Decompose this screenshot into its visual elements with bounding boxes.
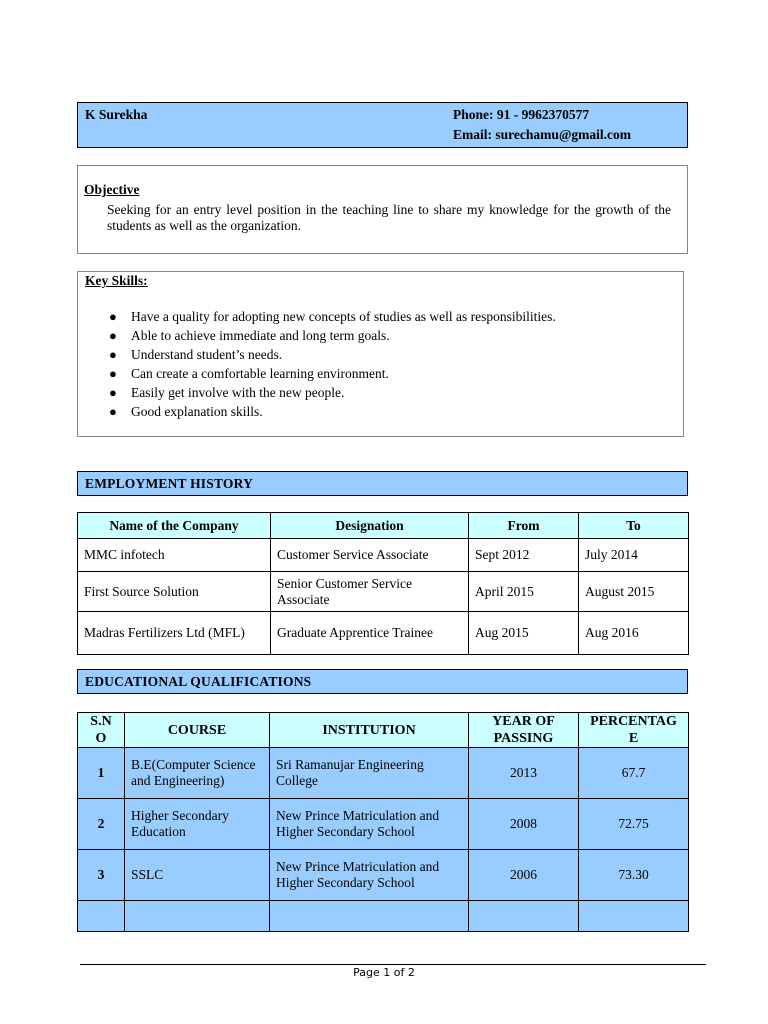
to-cell: July 2014 <box>579 539 689 572</box>
list-item: ● Able to achieve immediate and long term goals. <box>109 328 390 343</box>
company-cell: Madras Fertilizers Ltd (MFL) <box>78 612 271 655</box>
empty-cell <box>469 901 579 932</box>
column-header: From <box>469 513 579 539</box>
percentage-cell: 73.30 <box>579 850 689 901</box>
education-table <box>77 712 689 932</box>
table-row <box>78 748 689 799</box>
column-header: INSTITUTION <box>270 713 469 748</box>
year-cell: 2006 <box>469 850 579 901</box>
bullet-icon: ● <box>109 366 117 381</box>
empty-cell <box>78 901 125 932</box>
designation-cell: Graduate Apprentice Trainee <box>271 612 469 655</box>
from-cell: Aug 2015 <box>469 612 579 655</box>
bullet-icon: ● <box>109 385 117 400</box>
course-cell: SSLC <box>125 850 270 901</box>
column-header: COURSE <box>125 713 270 748</box>
to-cell: Aug 2016 <box>579 612 689 655</box>
empty-cell <box>125 901 270 932</box>
table-row <box>78 539 689 572</box>
table-header-row <box>78 513 689 539</box>
bullet-icon: ● <box>109 309 117 324</box>
course-cell: Higher Secondary Education <box>125 799 270 850</box>
institution-cell: Sri Ramanujar Engineering College <box>270 748 469 799</box>
list-item: ● Understand student’s needs. <box>109 347 283 362</box>
institution-cell: New Prince Matriculation and Higher Secondary School <box>270 850 469 901</box>
year-cell: 2013 <box>469 748 579 799</box>
company-cell: MMC infotech <box>78 539 271 572</box>
key-skills-heading: Key Skills: <box>85 273 148 288</box>
table-row <box>78 850 689 901</box>
list-item: ● Good explanation skills. <box>109 404 263 419</box>
objective-heading: Objective <box>84 182 140 197</box>
phone-number: Phone: 91 - 9962370577 <box>453 107 590 122</box>
table-row <box>78 799 689 850</box>
list-item: ● Can create a comfortable learning environment. <box>109 366 389 381</box>
objective-section <box>77 165 688 254</box>
institution-cell: New Prince Matriculation and Higher Secondary School <box>270 799 469 850</box>
empty-table-row <box>78 901 689 932</box>
table-header-row <box>78 713 689 748</box>
table-row <box>78 572 689 612</box>
column-header: YEAR OF PASSING <box>469 713 579 748</box>
designation-cell: Customer Service Associate <box>271 539 469 572</box>
to-cell: August 2015 <box>579 572 689 612</box>
column-header: S.N O <box>78 713 125 748</box>
employment-table <box>77 512 689 655</box>
sno-cell: 3 <box>78 850 125 901</box>
sno-cell: 1 <box>78 748 125 799</box>
percentage-cell: 72.75 <box>579 799 689 850</box>
empty-cell <box>579 901 689 932</box>
percentage-cell: 67.7 <box>579 748 689 799</box>
column-header: PERCENTAG E <box>579 713 689 748</box>
employment-history-heading: EMPLOYMENT HISTORY <box>77 471 688 496</box>
objective-text: Seeking for an entry level position in the teaching line to share my knowledge for the growth of the students as well as the organization. <box>107 202 671 233</box>
company-cell: First Source Solution <box>78 572 271 612</box>
column-header: Name of the Company <box>78 513 271 539</box>
list-item: ● Have a quality for adopting new concepts of studies as well as responsibilities. <box>109 309 556 324</box>
bullet-icon: ● <box>109 347 117 362</box>
key-skills-section <box>77 271 684 437</box>
designation-cell: Senior Customer Service Associate <box>271 572 469 612</box>
column-header: To <box>579 513 689 539</box>
column-header: Designation <box>271 513 469 539</box>
page-number: Page 1 of 2 <box>353 966 415 979</box>
empty-cell <box>270 901 469 932</box>
from-cell: April 2015 <box>469 572 579 612</box>
list-item: ● Easily get involve with the new people. <box>109 385 345 400</box>
candidate-name: K Surekha <box>85 107 148 122</box>
bullet-icon: ● <box>109 328 117 343</box>
skills-list <box>106 307 556 421</box>
educational-qualifications-heading: EDUCATIONAL QUALIFICATIONS <box>77 669 688 694</box>
table-row <box>78 612 689 655</box>
year-cell: 2008 <box>469 799 579 850</box>
from-cell: Sept 2012 <box>469 539 579 572</box>
bullet-icon: ● <box>109 404 117 419</box>
contact-header <box>77 102 688 148</box>
footer-divider <box>80 964 706 965</box>
course-cell: B.E(Computer Science and Engineering) <box>125 748 270 799</box>
sno-cell: 2 <box>78 799 125 850</box>
email-address: Email: surechamu@gmail.com <box>453 127 632 142</box>
